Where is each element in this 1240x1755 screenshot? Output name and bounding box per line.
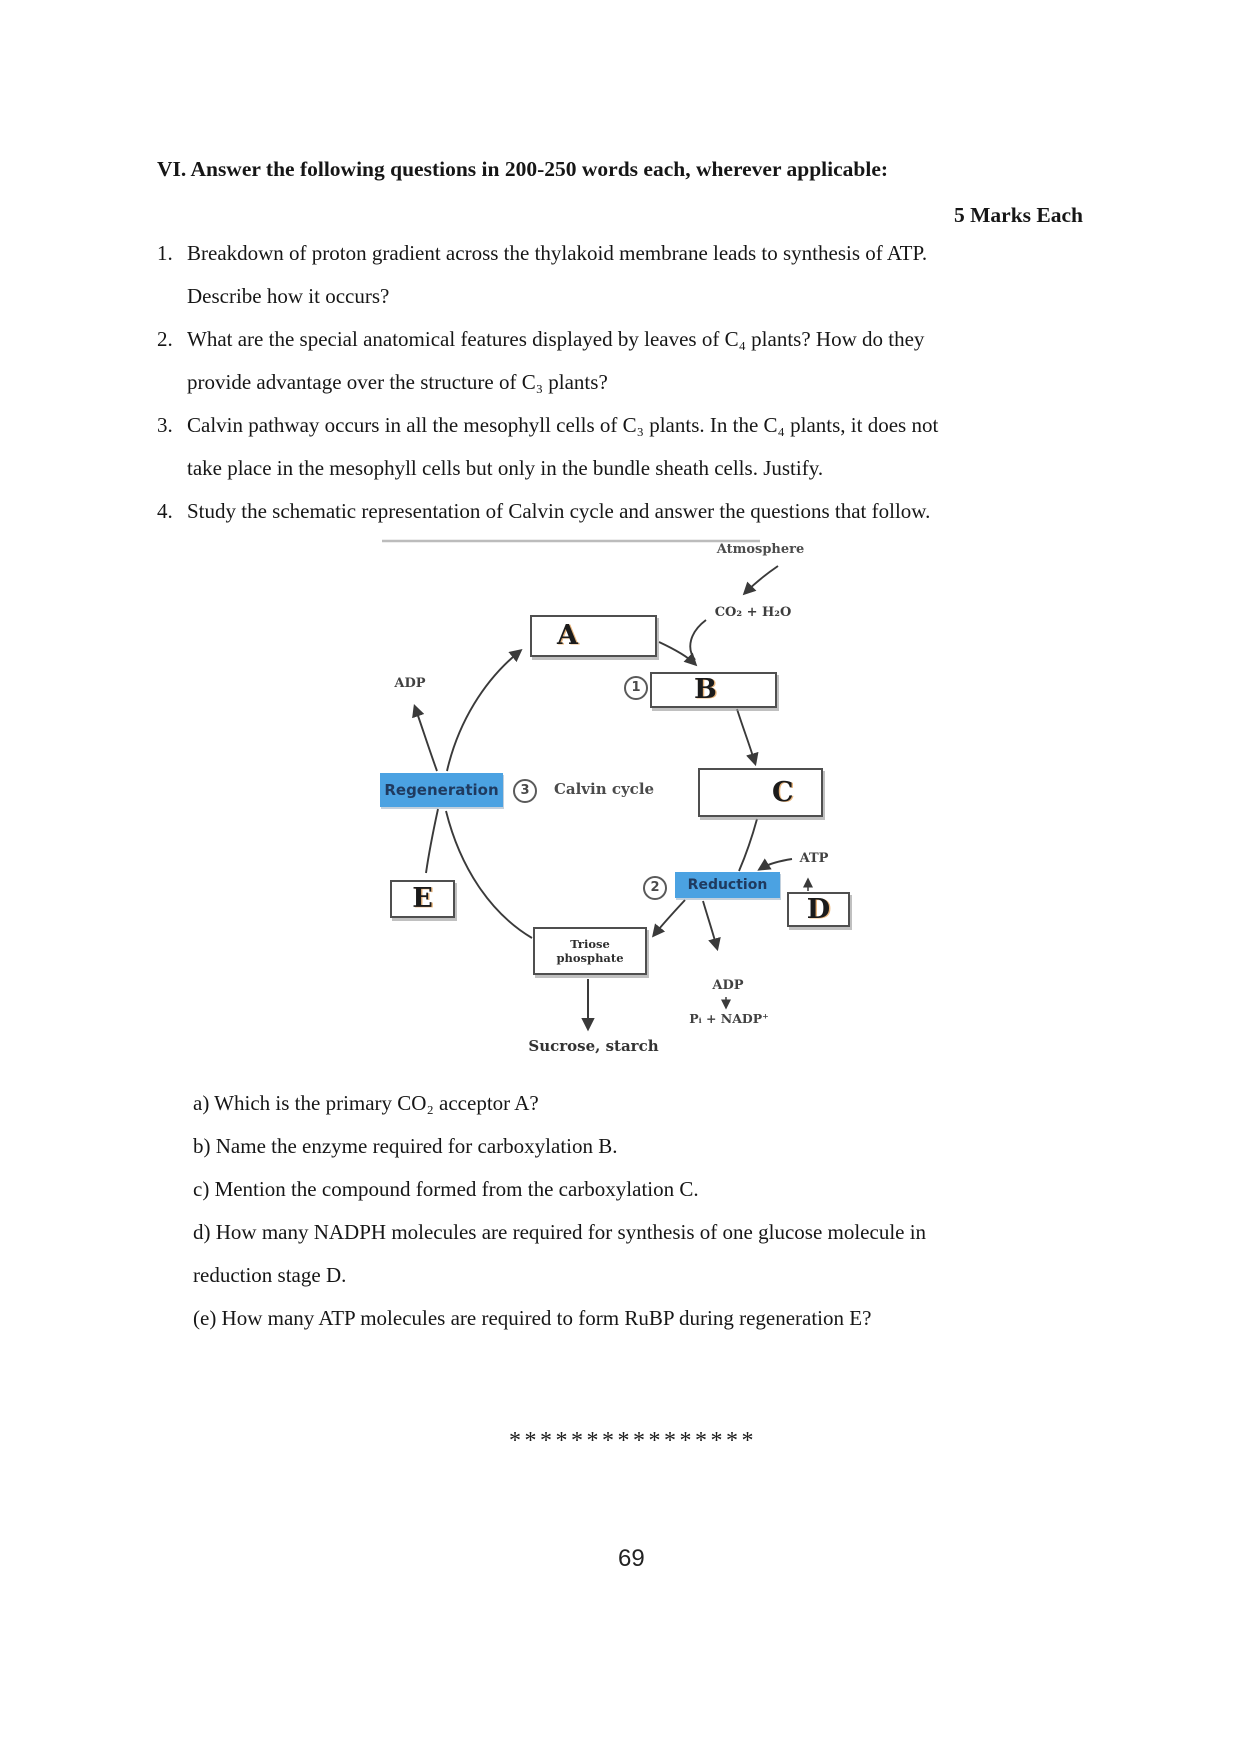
question-text-line: Calvin pathway occurs in all the mesophyll cells of C₃ plants. In the C₄ plants, it does not bbox=[187, 413, 939, 437]
question-text-line: Breakdown of proton gradient across the thylakoid membrane leads to synthesis of ATP. bbox=[187, 241, 928, 265]
blank-box-e bbox=[390, 880, 455, 918]
blank-box-d bbox=[787, 892, 850, 927]
arc-c-to-reduction bbox=[739, 819, 757, 871]
question-number: 1. bbox=[157, 241, 173, 265]
sub-question-d-continued: reduction stage D. bbox=[193, 1263, 347, 1287]
pi-nadp-label: Pᵢ + NADP⁺ bbox=[689, 1011, 769, 1026]
triose-label-line2: phosphate bbox=[556, 951, 624, 965]
adp-top-label: ADP bbox=[394, 676, 426, 691]
box-e-letter: E bbox=[412, 883, 433, 914]
box-b-letter: B bbox=[694, 674, 717, 705]
question-1 bbox=[157, 232, 1097, 318]
question-4 bbox=[157, 490, 1097, 533]
question-3 bbox=[157, 404, 1097, 490]
box-a-letter: A bbox=[557, 620, 578, 651]
arc-co2-to-b bbox=[690, 620, 706, 660]
sub-question-b: b) Name the enzyme required for carboxylation B. bbox=[193, 1134, 618, 1158]
blank-box-b bbox=[650, 672, 777, 708]
atp-label: ATP bbox=[799, 851, 829, 866]
arc-regeneration-to-a bbox=[447, 651, 520, 771]
question-number: 4. bbox=[157, 499, 173, 523]
sucrose-starch-label: Sucrose, starch bbox=[528, 1037, 659, 1055]
question-2 bbox=[157, 318, 1097, 404]
step-3-badge: 3 bbox=[513, 779, 537, 803]
atmosphere-label: Atmosphere bbox=[716, 542, 805, 557]
section-separator: **************** bbox=[509, 1428, 757, 1454]
sub-question-list bbox=[193, 1082, 1113, 1340]
question-number: 2. bbox=[157, 327, 173, 351]
page-number: 69 bbox=[618, 1545, 645, 1572]
arc-b-to-c bbox=[737, 709, 755, 763]
arc-regeneration-to-e bbox=[426, 809, 438, 873]
question-text-line: take place in the mesophyll cells but only in the bundle sheath cells. Justify. bbox=[187, 456, 824, 480]
marks-label: 5 Marks Each bbox=[954, 203, 1083, 227]
calvin-cycle-label: Calvin cycle bbox=[553, 780, 655, 798]
calvin-cycle-diagram bbox=[330, 535, 870, 1075]
sub-question-e: (e) How many ATP molecules are required to form RuBP during regeneration E? bbox=[193, 1306, 872, 1330]
sub-question-a: a) Which is the primary CO₂ acceptor A? bbox=[193, 1091, 539, 1115]
arrow-regeneration-to-adp bbox=[415, 707, 437, 771]
blank-box-c bbox=[698, 768, 823, 817]
sub-question-c: c) Mention the compound formed from the carboxylation C. bbox=[193, 1177, 699, 1201]
sub-question-d: d) How many NADPH molecules are required for synthesis of one glucose molecule in bbox=[193, 1220, 927, 1244]
question-text-line: What are the special anatomical features displayed by leaves of C₄ plants? How do they bbox=[187, 327, 925, 351]
adp-bottom-label: ADP bbox=[712, 978, 744, 993]
arc-reduction-to-triose bbox=[654, 900, 685, 935]
blank-box-a bbox=[530, 615, 657, 657]
question-text-line: provide advantage over the structure of C₃ plants? bbox=[187, 370, 608, 394]
box-d-letter: D bbox=[806, 894, 831, 925]
triose-phosphate-box bbox=[533, 927, 647, 975]
arc-reduction-to-adp bbox=[703, 901, 717, 948]
co2-h2o-label: CO₂ + H₂O bbox=[714, 605, 792, 620]
reduction-stage: Reduction bbox=[675, 872, 780, 898]
arrow-atmosphere-to-co2 bbox=[745, 566, 778, 593]
regeneration-stage: Regeneration bbox=[380, 773, 503, 807]
question-text-line: Study the schematic representation of Calvin cycle and answer the questions that follow. bbox=[187, 499, 931, 523]
triose-label-line1: Triose bbox=[570, 937, 610, 951]
step-2-badge: 2 bbox=[643, 876, 667, 900]
box-c-letter: C bbox=[772, 777, 794, 808]
question-text-line: Describe how it occurs? bbox=[187, 284, 390, 308]
question-number: 3. bbox=[157, 413, 173, 437]
arc-triose-to-regeneration bbox=[446, 811, 532, 938]
step-1-badge: 1 bbox=[624, 676, 648, 700]
question-list bbox=[157, 232, 1097, 533]
section-heading: VI. Answer the following questions in 200-250 words each, wherever applicable: bbox=[157, 157, 889, 181]
